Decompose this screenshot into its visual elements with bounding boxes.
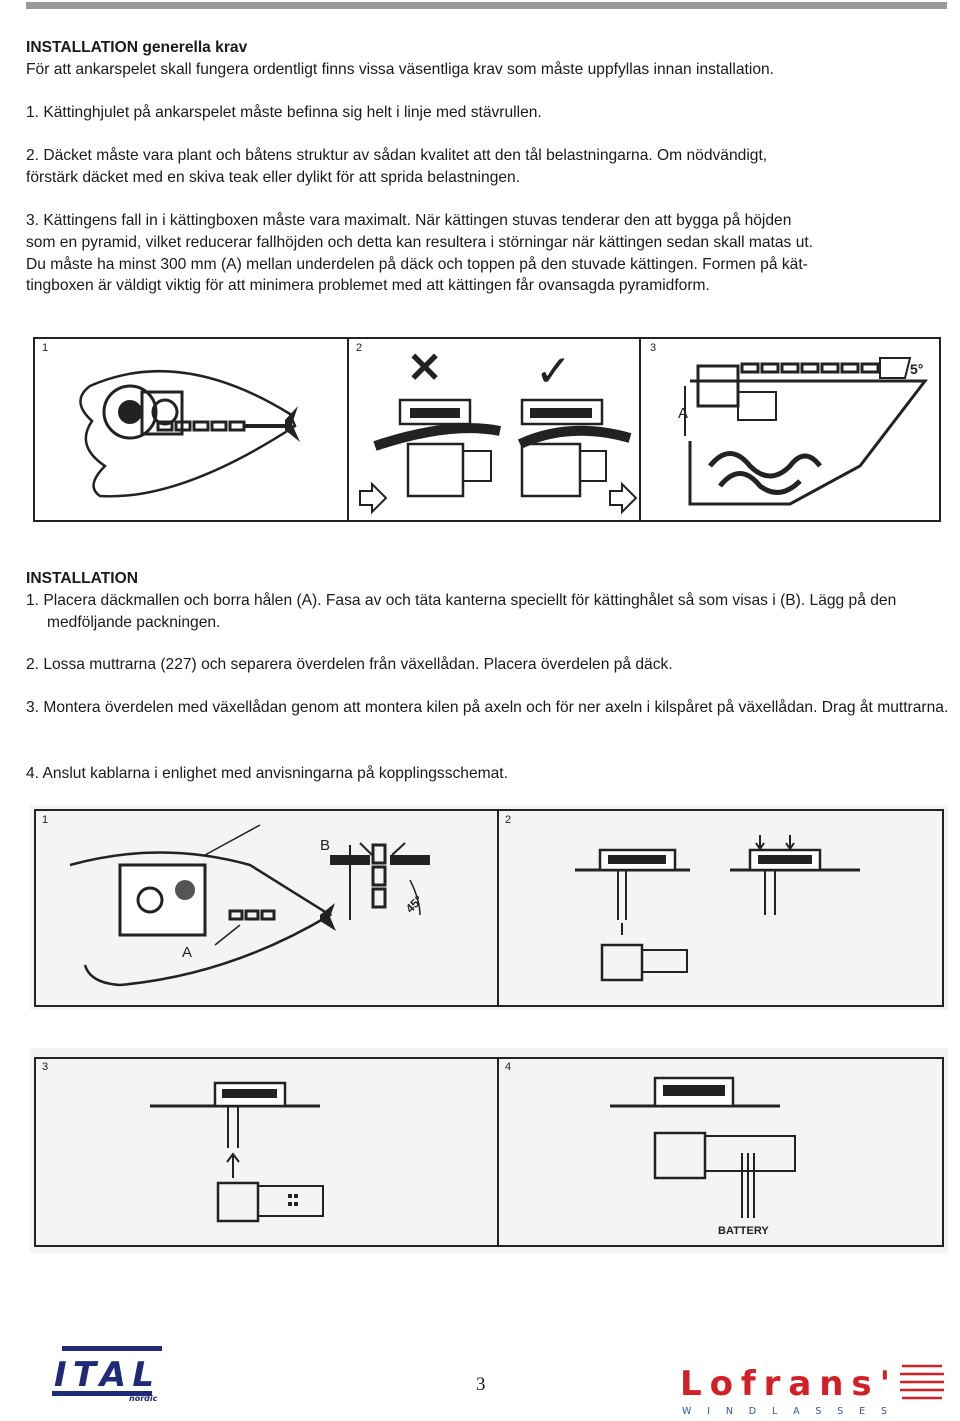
fig2-label-a: A bbox=[182, 944, 193, 961]
battery-label: BATTERY bbox=[718, 1225, 769, 1237]
fig1-panel-number-2: 2 bbox=[356, 342, 363, 354]
intro-paragraph: För att ankarspelet skall fungera ordentligt finns vissa väsentliga krav som måste uppfyllas innan installation. bbox=[26, 61, 775, 78]
fig2-panel-number-1: 1 bbox=[42, 814, 49, 826]
cross-mark-icon: ✕ bbox=[407, 344, 443, 391]
ital-logo-text: ITAL bbox=[54, 1355, 154, 1395]
step-3: 3. Montera överdelen med växellådan genom att montera kilen på axeln och för ner axeln i kilspåret på växellådan. Drag åt muttrarna. bbox=[26, 699, 949, 716]
fig2-angle-label: 45° bbox=[402, 892, 426, 916]
requirement-3-line1: 3. Kättingens fall in i kättingboxen måste vara maximalt. När kättingen stuvas tenderar den att bygga på höjden bbox=[26, 212, 792, 229]
panel2-windlass-drawing bbox=[360, 344, 636, 512]
requirement-1: 1. Kättinghjulet på ankarspelet måste befinna sig helt i linje med stävrullen. bbox=[26, 104, 542, 121]
top-rule bbox=[26, 2, 947, 9]
requirement-3-line2: som en pyramid, vilket reducerar fallhöjden och detta kan resultera i störningar när kättingen sedan skall matas ut. bbox=[26, 234, 814, 251]
lofrans-windlasses-logo bbox=[680, 1358, 948, 1418]
figure-installation-steps-3-4 bbox=[30, 1048, 948, 1253]
fig1-panel-number-1: 1 bbox=[42, 342, 49, 354]
fig1-label-a: A bbox=[678, 405, 689, 422]
figure-chain-alignment bbox=[30, 326, 945, 526]
panel1-deck-drawing bbox=[80, 371, 300, 496]
panel3-chainbox-drawing bbox=[685, 358, 925, 504]
fig3-panel-number-3: 3 bbox=[42, 1061, 49, 1073]
fig2-label-b: B bbox=[320, 837, 331, 854]
lofrans-logo-subtext: W I N D L A S S E S bbox=[682, 1406, 887, 1417]
page-number: 3 bbox=[476, 1374, 486, 1395]
windlass-emblem-icon bbox=[900, 1366, 944, 1398]
ital-nordic-logo bbox=[44, 1344, 169, 1404]
ital-logo-subtext: nordic bbox=[129, 1394, 158, 1403]
fig1-angle-label: 5° bbox=[910, 361, 924, 377]
step-2: 2. Lossa muttrarna (227) och separera överdelen från växellådan. Placera överdelen på däck. bbox=[26, 656, 673, 673]
figure-installation-steps-1-2 bbox=[30, 805, 948, 1010]
fig2-panel-number-2: 2 bbox=[505, 814, 512, 826]
step-4: 4. Anslut kablarna i enlighet med anvisningarna på kopplingsschemat. bbox=[26, 765, 508, 782]
step-1: 1. Placera däckmallen och borra hålen (A). Fasa av och täta kanterna speciellt för kättinghålet så som visas i (B). Lägg på den medföljande packningen. bbox=[26, 592, 897, 631]
requirement-2-line1: 2. Däcket måste vara plant och båtens struktur av sådan kvalitet att den tål belastningarna. Om nödvändigt, bbox=[26, 147, 768, 164]
requirement-3-line3: Du måste ha minst 300 mm (A) mellan underdelen på däck och toppen på den stuvade kättingen. Formen på kät- bbox=[26, 256, 808, 273]
section-heading-installation: INSTALLATION bbox=[26, 570, 139, 587]
lofrans-logo-text: Lofrans' bbox=[680, 1364, 890, 1404]
check-mark-icon: ✓ bbox=[535, 346, 572, 397]
fig3-panel-number-4: 4 bbox=[505, 1061, 512, 1073]
fig1-panel-number-3: 3 bbox=[650, 342, 657, 354]
requirement-3-line4: tingboxen är väldigt viktig för att minimera problemet med att kättingen får ovansagda pyramidform. bbox=[26, 277, 710, 294]
section-heading-general: INSTALLATION generella krav bbox=[26, 39, 248, 56]
requirement-2-line2: förstärk däcket med en skiva teak eller dylikt för att sprida belastningen. bbox=[26, 169, 521, 186]
